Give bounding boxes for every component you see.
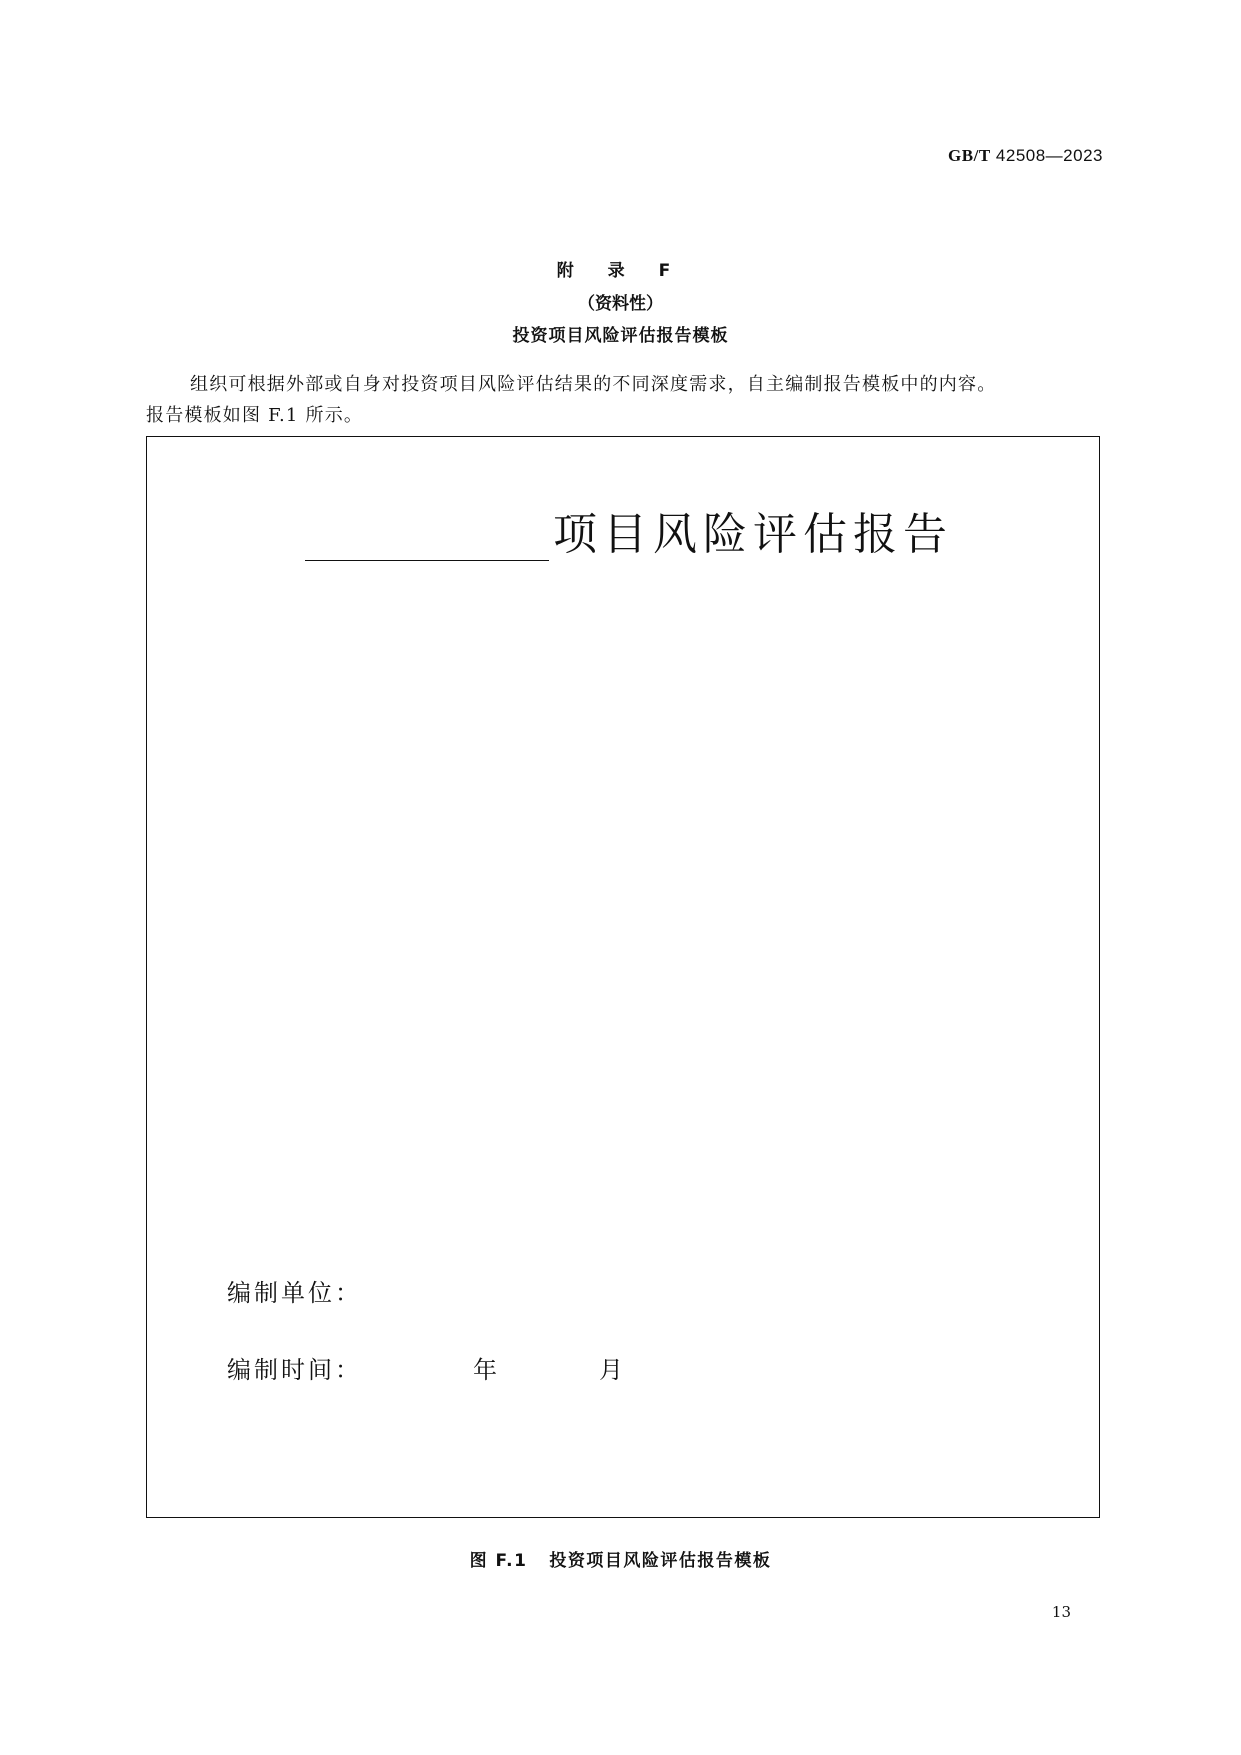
- compiling-unit-label: 编制单位：: [227, 1279, 362, 1307]
- intro-paragraph-line2: 报告模板如图 F.1 所示。: [146, 405, 364, 426]
- appendix-name: 投资项目风险评估报告模板: [512, 326, 729, 346]
- compiling-time-label: 编制时间：: [227, 1356, 362, 1384]
- figure-label: 图 F.1: [469, 1551, 528, 1571]
- report-title: 项目风险评估报告: [553, 509, 953, 560]
- figure-caption: [0, 1546, 1241, 1571]
- intro-paragraph-line1: 组织可根据外部或自身对投资项目风险评估结果的不同深度需求，自主编制报告模板中的内容。: [190, 374, 997, 395]
- standard-number: 42508—2023: [995, 146, 1103, 165]
- report-template-frame: [146, 436, 1100, 1518]
- standard-code: [948, 146, 1103, 166]
- appendix-nature: （资料性）: [578, 294, 663, 314]
- report-title-row: [305, 509, 953, 561]
- page-number: 13: [1051, 1603, 1071, 1621]
- year-label: 年: [473, 1356, 497, 1384]
- appendix-title: 附 录 F: [556, 261, 685, 281]
- standard-prefix: GB/T: [948, 146, 991, 165]
- figure-caption-text: 投资项目风险评估报告模板: [549, 1551, 772, 1571]
- month-label: 月: [599, 1356, 623, 1384]
- project-name-blank: [305, 512, 549, 561]
